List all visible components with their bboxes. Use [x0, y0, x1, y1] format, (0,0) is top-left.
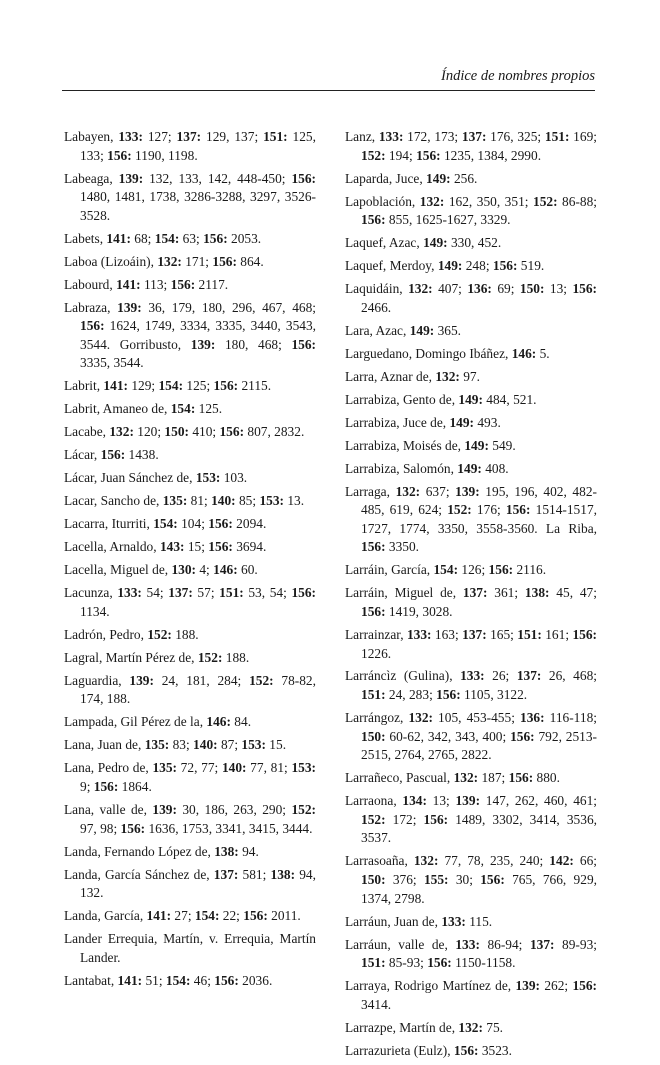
index-entry: Laboa (Lizoáin), 132: 171; 156: 864. [64, 253, 264, 269]
header-rule [62, 90, 595, 91]
index-entry: Labraza, 139: 36, 179, 180, 296, 467, 468; 156: 1624, 1749, 3334, 3335, 3440, 3543, 3544. Gorribusto, 139: 180, 468; 156: 3335, 3544. [64, 299, 316, 371]
index-entry: Labeaga, 139: 132, 133, 142, 448-450; 156: 1480, 1481, 1738, 3286-3288, 3297, 3526-3528. [64, 170, 316, 223]
index-entry: Larrazpe, Martín de, 132: 75. [345, 1019, 504, 1035]
index-entry: Labrit, Amaneo de, 154: 125. [64, 401, 223, 417]
index-entry: Larra, Aznar de, 132: 97. [345, 368, 480, 384]
index-column-left [64, 128, 316, 995]
index-entry: Larráun, valle de, 133: 86-94; 137: 89-93; 151: 85-93; 156: 1150-1158. [345, 936, 598, 971]
index-entry: Lanz, 133: 172, 173; 137: 176, 325; 151: 169; 152: 194; 156: 1235, 1384, 2990. [345, 129, 597, 163]
index-entry: Larráin, García, 154: 126; 156: 2116. [345, 562, 547, 578]
index-entry: Larráncìz (Gulina), 133: 26; 137: 26, 468; 151: 24, 283; 156: 1105, 3122. [345, 668, 597, 703]
index-entry: Ladrón, Pedro, 152: 188. [64, 626, 199, 642]
index-column-right [345, 128, 597, 1065]
index-entry: Lagral, Martín Pérez de, 152: 188. [64, 649, 250, 665]
index-entry: Larrazurieta (Eulz), 156: 3523. [345, 1042, 512, 1058]
index-entry: Larráun, Juan de, 133: 115. [345, 913, 493, 929]
index-entry: Larraga, 132: 637; 139: 195, 196, 402, 482-485, 619, 624; 152: 176; 156: 1514-1517, 1727, 1774, 3350, 3558-3560. La Riba, 156: 3350. [345, 483, 597, 555]
index-entry: Larrabiza, Salomón, 149: 408. [345, 460, 509, 476]
index-entry: Labrit, 141: 129; 154: 125; 156: 2115. [64, 378, 272, 394]
index-entry: Lacella, Arnaldo, 143: 15; 156: 3694. [64, 539, 267, 555]
index-entry: Lander Errequia, Martín, v. Errequia, Martín Lander. [64, 931, 316, 965]
index-entry: Larrángoz, 132: 105, 453-455; 136: 116-118; 150: 60-62, 342, 343, 400; 156: 792, 2513-2515, 2764, 2765, 2822. [345, 710, 598, 763]
index-entry: Lana, Juan de, 135: 83; 140: 87; 153: 15. [64, 737, 287, 753]
index-entry: Landa, García, 141: 27; 154: 22; 156: 2011. [64, 908, 301, 924]
index-entry: Larrasoaña, 132: 77, 78, 235, 240; 142: 66; 150: 376; 155: 30; 156: 765, 766, 929, 1374, 2798. [345, 853, 597, 906]
index-entry: Laguardia, 139: 24, 181, 284; 152: 78-82, 174, 188. [64, 672, 316, 707]
index-entry: Larrabiza, Gento de, 149: 484, 521. [345, 391, 537, 407]
index-entry: Larrainzar, 133: 163; 137: 165; 151: 161; 156: 1226. [345, 626, 597, 661]
index-entry: Landa, García Sánchez de, 137: 581; 138: 94, 132. [64, 866, 316, 901]
index-entry: Lacunza, 133: 54; 137: 57; 151: 53, 54; 156: 1134. [64, 585, 316, 619]
index-entry: Larrañeco, Pascual, 132: 187; 156: 880. [345, 770, 560, 786]
index-entry: Larráin, Miguel de, 137: 361; 138: 45, 47; 156: 1419, 3028. [345, 585, 597, 619]
index-entry: Lácar, Juan Sánchez de, 153: 103. [64, 470, 248, 486]
index-entry: Lana, valle de, 139: 30, 186, 263, 290; 152: 97, 98; 156: 1636, 1753, 3341, 3415, 3444. [64, 802, 316, 836]
index-entry: Labets, 141: 68; 154: 63; 156: 2053. [64, 230, 262, 246]
index-entry: Landa, Fernando López de, 138: 94. [64, 843, 259, 859]
index-entry: Labayen, 133: 127; 137: 129, 137; 151: 125, 133; 156: 1190, 1198. [64, 129, 316, 163]
index-entry: Larraya, Rodrigo Martínez de, 139: 262; 156: 3414. [345, 978, 597, 1012]
index-entry: Laquef, Azac, 149: 330, 452. [345, 235, 502, 251]
index-entry: Lacella, Miguel de, 130: 4; 146: 60. [64, 562, 258, 578]
index-entry: Labourd, 141: 113; 156: 2117. [64, 276, 229, 292]
index-entry: Lampada, Gil Pérez de la, 146: 84. [64, 714, 252, 730]
running-header: Índice de nombres propios [441, 68, 595, 84]
index-entry: Larguedano, Domingo Ibáñez, 146: 5. [345, 345, 550, 361]
index-entry: Lacabe, 132: 120; 150: 410; 156: 807, 2832. [64, 424, 305, 440]
index-entry: Lácar, 156: 1438. [64, 447, 159, 463]
index-entry: Lacarra, Iturriti, 154: 104; 156: 2094. [64, 516, 267, 532]
index-entry: Laparda, Juce, 149: 256. [345, 170, 478, 186]
index-entry: Laquef, Merdoy, 149: 248; 156: 519. [345, 258, 545, 274]
index-entry: Laquidáin, 132: 407; 136: 69; 150: 13; 156: 2466. [345, 281, 598, 315]
index-entry: Larrabiza, Moisés de, 149: 549. [345, 437, 516, 453]
index-entry: Lana, Pedro de, 135: 72, 77; 140: 77, 81; 153: 9; 156: 1864. [64, 760, 316, 795]
index-entry: Larrabiza, Juce de, 149: 493. [345, 414, 501, 430]
index-entry: Lacar, Sancho de, 135: 81; 140: 85; 153: 13. [64, 493, 305, 509]
index-entry: Larraona, 134: 13; 139: 147, 262, 460, 461; 152: 172; 156: 1489, 3302, 3414, 3536, 3537. [345, 793, 598, 846]
index-entry: Lara, Azac, 149: 365. [345, 322, 462, 338]
index-entry: Lantabat, 141: 51; 154: 46; 156: 2036. [64, 972, 273, 988]
index-entry: Lapoblación, 132: 162, 350, 351; 152: 86-88; 156: 855, 1625-1627, 3329. [345, 193, 598, 228]
